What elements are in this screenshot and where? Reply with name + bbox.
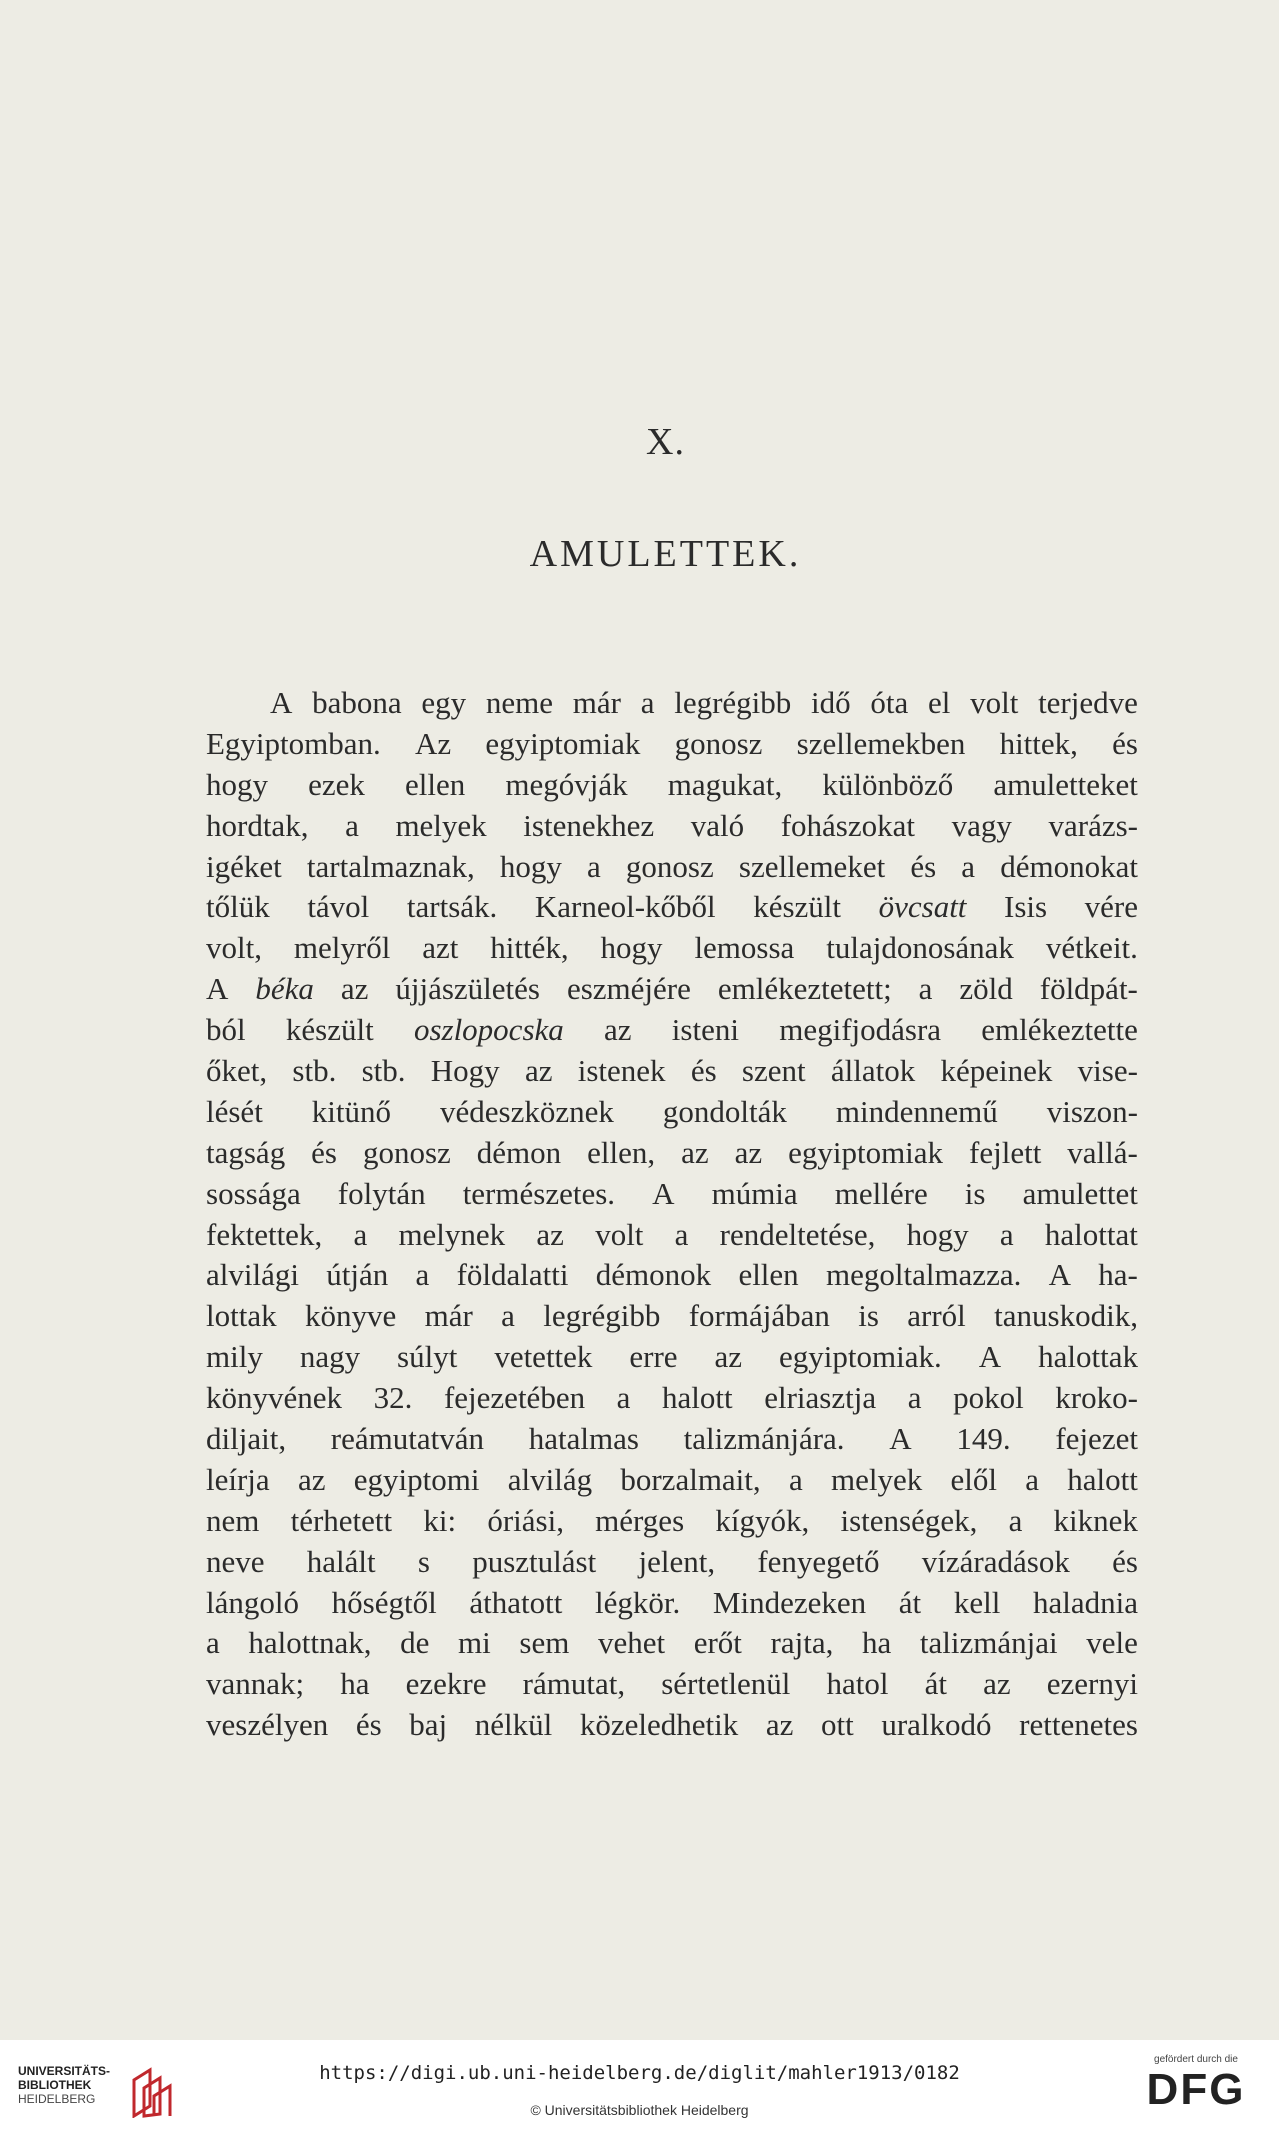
- body-paragraph: [206, 683, 1138, 1746]
- text-line: alvilági útján a földalatti démonok ellen megoltalmazza. A ha-: [206, 1257, 1138, 1293]
- text-line: tőlük távol tartsák. Karneol-kőből készült övcsatt Isis vére: [206, 889, 1138, 925]
- text-line: a halottnak, de mi sem vehet erőt rajta, ha talizmánjai vele: [206, 1625, 1138, 1661]
- text-line: lottak könyve már a legrégibb formájában is arról tanuskodik,: [206, 1298, 1138, 1334]
- library-name-line: HEIDELBERG: [18, 2092, 96, 2106]
- dfg-logo[interactable]: [1131, 2054, 1261, 2124]
- library-name-line: BIBLIOTHEK: [18, 2078, 92, 2092]
- text-line: sossága folytán természetes. A múmia mellére is amulettet: [206, 1175, 1138, 1211]
- viewer-footer: [0, 2040, 1279, 2134]
- dfg-logo-text: DFG: [1146, 2065, 1246, 2114]
- permalink-url[interactable]: https://digi.ub.uni-heidelberg.de/diglit/mahler1913/0182: [319, 2062, 960, 2084]
- text-line: A babona egy neme már a legrégibb idő óta el volt terjedve: [270, 685, 1138, 720]
- chapter-title: AMULETTEK.: [529, 533, 802, 575]
- text-line: lését kitünő védeszköznek gondolták mindennemű viszon-: [206, 1093, 1138, 1129]
- text-line: fektettek, a melynek az volt a rendeltetése, hogy a halottat: [206, 1216, 1138, 1252]
- text-line: lángoló hőségtől áthatott légkör. Mindezeken át kell haladnia: [206, 1584, 1138, 1620]
- funder-caption: gefördert durch die: [1154, 2054, 1238, 2065]
- text-line: veszélyen és baj nélkül közeledhetik az ott uralkodó rettenetes: [206, 1707, 1138, 1743]
- text-line: hordtak, a melyek istenekhez való fohászokat vagy varázs-: [206, 807, 1138, 843]
- text-line: könyvének 32. fejezetében a halott elriasztja a pokol kroko-: [206, 1380, 1138, 1416]
- text-line: őket, stb. stb. Hogy az istenek és szent állatok képeinek vise-: [206, 1053, 1138, 1089]
- chapter-number: X.: [646, 421, 685, 463]
- library-name-line: UNIVERSITÄTS-: [18, 2064, 111, 2078]
- text-line: vannak; ha ezekre rámutat, sértetlenül hatol át az ezernyi: [206, 1666, 1138, 1702]
- copyright-notice: © Universitätsbibliothek Heidelberg: [530, 2102, 749, 2118]
- text-line: tagság és gonosz démon ellen, az az egyiptomiak fejlett vallá-: [206, 1134, 1138, 1170]
- text-line: diljait, reámutatván hatalmas talizmánjára. A 149. fejezet: [206, 1421, 1138, 1457]
- text-line: neve halált s pusztulást jelent, fenyegető vízáradások és: [206, 1543, 1138, 1579]
- text-line: leírja az egyiptomi alvilág borzalmait, a melyek elől a halott: [206, 1461, 1138, 1497]
- text-line: nem térhetett ki: óriási, mérges kígyók, istenségek, a kiknek: [206, 1502, 1138, 1538]
- text-line: mily nagy súlyt vetettek erre az egyiptomiak. A halottak: [206, 1339, 1138, 1375]
- text-line: igéket tartalmaznak, hogy a gonosz szellemeket és a démonokat: [206, 848, 1138, 884]
- text-line: volt, melyről azt hitték, hogy lemossa tulajdonosának vétkeit.: [206, 930, 1138, 966]
- text-line: Egyiptomban. Az egyiptomiak gonosz szellemekben hittek, és: [206, 725, 1138, 761]
- text-line: A béka az újjászületés eszméjére emlékeztetett; a zöld földpát-: [206, 971, 1138, 1007]
- text-line: hogy ezek ellen megóvják magukat, különböző amuletteket: [206, 766, 1138, 802]
- text-line: ból készült oszlopocska az isteni megifjodásra emlékeztette: [206, 1012, 1138, 1048]
